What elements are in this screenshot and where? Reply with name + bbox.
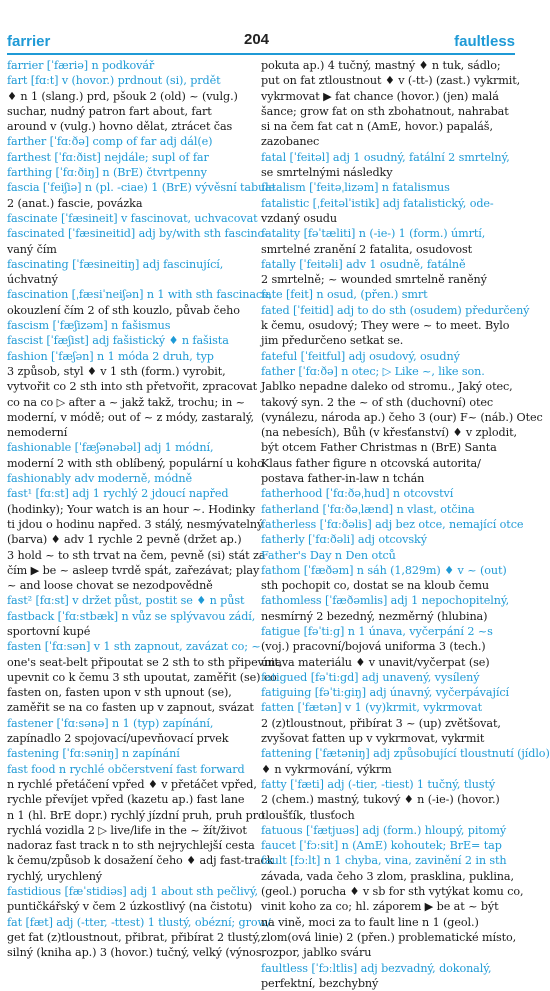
entry-headword-line: fatigued [fəˈtiːgd] adj unavený, vysílený — [261, 670, 480, 684]
right-column — [261, 58, 550, 990]
entry-text-line: (vynálezu, národa ap.) čeho 3 (our) F~ (náb.) Otec — [261, 410, 543, 424]
entry-text-line: Klaus father figure n otcovská autorita/ — [261, 456, 481, 470]
entry-text-line: 2 smrtelně; ~ wounded smrtelně raněný — [261, 273, 487, 287]
entry-text-line: co na co ▷ after a ~ jakž takž, trochu; in ~ — [7, 395, 245, 409]
entry-text-line: ♦ n 1 (slang.) prd, pšouk 2 (old) ~ (vulg.) — [7, 89, 238, 103]
entry-headword-line: fathom [ˈfæðəm] n sáh (1,829m) ♦ v ~ (out) — [261, 563, 507, 577]
entry-text-line: 2 (chem.) mastný, tukový ♦ n (-ie-) (hovor.) — [261, 793, 500, 807]
running-head-last: faultless — [454, 33, 515, 50]
entry-text-line: rozpor, jablko sváru — [261, 946, 372, 960]
entry-headword-line: fast² [fɑːst] v držet půst, postit se ♦ n půst — [7, 594, 245, 608]
entry-text-line: (hodinky); Your watch is an hour ~. Hodinky — [7, 502, 256, 516]
entry-text-line: zapínadlo 2 spojovací/upevňovací prvek — [7, 732, 229, 746]
entry-text-line: vykrmovat ▶ fat chance (hovor.) (jen) malá — [261, 89, 499, 103]
entry-text-line: nadoraz fast track n to sth nejrychlejší cesta — [7, 839, 255, 853]
entry-text-line: tloušťík, tlusťoch — [261, 808, 355, 822]
entry-text-line: upevnit co k čemu 3 sth upoutat, zaměřit (se) co — [7, 670, 277, 684]
entry-text-line: ~ and loose chovat se nezodpovědně — [7, 579, 213, 593]
entry-text-line: únava materiálu ♦ v unavit/vyčerpat (se) — [261, 655, 490, 669]
entry-text-line: n 1 (hl. BrE dopr.) rychlý jízdní pruh, pruh pro — [7, 808, 265, 822]
entry-headword-line: fault [fɔːlt] n 1 chyba, vina, zavinění 2 in sth — [261, 854, 507, 868]
entry-headword-line: fatally [ˈfeitəli] adv 1 osudně, fatálně — [261, 257, 466, 271]
entry-text-line: ti jdou o hodinu napřed. 3 stálý, nesmývatelný — [7, 517, 264, 531]
entry-text-line: zazobanec — [261, 135, 320, 149]
entry-text-line: šance; grow fat on sth zbohatnout, nahrabat — [261, 104, 509, 118]
entry-text-line: úchvatný — [7, 273, 58, 287]
entry-headword-line: faultless [ˈfɔːltlis] adj bezvadný, dokonalý, — [261, 961, 492, 975]
entry-headword-line: fatalism [ˈfeitəˌlizəm] n fatalismus — [261, 181, 450, 195]
entry-text-line: rychlá vozidla 2 ▷ live/life in the ~ žít/život — [7, 823, 247, 837]
entry-text-line: silný (kniha ap.) 3 (hovor.) tučný, velký (výnos, — [7, 946, 265, 960]
entry-text-line: one's seat-belt připoutat se 2 sth to sth připevnit, — [7, 655, 283, 669]
entry-headword-line: fatherhood [ˈfɑːðəˌhud] n otcovství — [261, 487, 454, 501]
entry-text-line: fasten on, fasten upon v sth upnout (se), — [7, 686, 232, 700]
entry-headword-line: farthest [ˈfɑːðist] nejdále; supl of far — [7, 150, 209, 164]
entry-text-line: zaměřit se na co fasten up v zapnout, svázat — [7, 701, 254, 715]
entry-headword-line: fastidious [fæˈstidiəs] adj 1 about sth pečlivý, — [7, 885, 259, 899]
entry-text-line: jim předurčeno setkat se. — [261, 334, 404, 348]
entry-text-line: moderní 2 with sth oblíbený, populární u koho — [7, 456, 264, 470]
entry-text-line: závada, vada čeho 3 zlom, prasklina, puklina, — [261, 869, 514, 883]
entry-text-line: k čemu/způsob k dosažení čeho ♦ adj fast-track — [7, 854, 274, 868]
entry-headword-line: farther [ˈfɑːðə] comp of far adj dál(e) — [7, 135, 213, 149]
entry-headword-line: fascinated [ˈfæsineitid] adj by/with sth fascino- — [7, 227, 268, 241]
entry-text-line: (barva) ♦ adv 1 rychle 2 pevně (držet ap.) — [7, 533, 242, 547]
page-number: 204 — [244, 31, 270, 48]
entry-headword-line: fastener [ˈfɑːsənə] n 1 (typ) zapínání, — [7, 716, 214, 730]
entry-headword-line: fatherland [ˈfɑːðəˌlænd] n vlast, otčina — [261, 502, 475, 516]
entry-text-line: okouzlení čím 2 of sth kouzlo, půvab čeho — [7, 303, 240, 317]
header-rule — [7, 53, 515, 55]
entry-text-line: 2 (z)tloustnout, přibírat 3 ~ (up) zvětšovat, — [261, 716, 501, 730]
entry-text-line: put on fat ztloustnout ♦ v (-tt-) (zast.) vykrmit, — [261, 74, 521, 88]
entry-text-line: (na nebesích), Bůh (v křesťanství) ♦ v zplodit, — [261, 426, 517, 440]
entry-text-line: n rychlé přetáčení vpřed ♦ v přetáčet vpřed, — [7, 777, 257, 791]
entry-headword-line: fast food n rychlé občerstvení fast forward — [7, 762, 245, 776]
entry-text-line: ♦ n vykrmování, výkrm — [261, 762, 392, 776]
entry-headword-line: fast¹ [fɑːst] adj 1 rychlý 2 jdoucí napřed — [7, 487, 229, 501]
entry-headword-line: fated [ˈfeitid] adj to do sth (osudem) předurčený — [261, 303, 530, 317]
entry-text-line: Jablko nepadne daleko od stromu., Jaký otec, — [261, 380, 513, 394]
entry-headword-line: fasten [ˈfɑːsən] v 1 sth zapnout, zavázat co; ~ — [7, 640, 261, 654]
entry-headword-line: fascination [ˌfæsiˈneiʃən] n 1 with sth fascinace, — [7, 288, 273, 302]
entry-headword-line: fastback [ˈfɑːstbæk] n vůz se splývavou zádí, — [7, 609, 256, 623]
entry-headword-line: fatality [fəˈtæliti] n (-ie-) 1 (form.) úmrtí, — [261, 227, 486, 241]
entry-text-line: rychle převíjet vpřed (kazetu ap.) fast lane — [7, 793, 245, 807]
entry-headword-line: fatuous [ˈfætjuəs] adj (form.) hloupý, pitomý — [261, 823, 507, 837]
entry-text-line: 2 (anat.) fascie, povázka — [7, 196, 143, 210]
entry-text-line: k čemu, osudový; They were ~ to meet. Bylo — [261, 319, 510, 333]
entry-headword-line: fatal [ˈfeitəl] adj 1 osudný, fatální 2 smrtelný, — [261, 150, 510, 164]
entry-headword-line: fascism [ˈfæʃizəm] n fašismus — [7, 319, 171, 333]
entry-headword-line: farrier [ˈfæriə] n podkovář — [7, 59, 155, 72]
entry-headword-line: fashionably adv moderně, módně — [7, 472, 193, 486]
entry-text-line: moderní, v módě; out of ~ z módy, zastaralý, — [7, 410, 255, 424]
entry-headword-line: fatherly [ˈfɑːðəli] adj otcovský — [261, 533, 427, 547]
entry-headword-line: fatiguing [fəˈtiːgiŋ] adj únavný, vyčerpávající — [261, 686, 509, 700]
entry-text-line: (geol.) porucha ♦ v sb for sth vytýkat komu co, — [261, 885, 524, 899]
entry-headword-line: father [ˈfɑːðə] n otec; ▷ Like ~, like son. — [261, 364, 485, 378]
entry-headword-line: fate [feit] n osud, (přen.) smrt — [261, 288, 428, 302]
entry-text-line: get fat (z)tloustnout, přibrat, přibírat 2 tlustý, — [7, 930, 261, 944]
entry-headword-line: fascist [ˈfæʃist] adj fašistický ♦ n fašista — [7, 334, 229, 348]
entry-headword-line: fatherless [ˈfɑːðəlis] adj bez otce, nemající otce — [261, 517, 524, 531]
entry-headword-line: fashion [ˈfæʃən] n 1 móda 2 druh, typ — [7, 349, 214, 363]
page-header — [0, 0, 522, 56]
running-head-first: farrier — [7, 33, 51, 50]
entry-headword-line: fascia [ˈfeiʃiə] n (pl. -ciae) 1 (BrE) vývěsní tabule — [7, 181, 276, 195]
entry-headword-line: fashionable [ˈfæʃənəbəl] adj 1 módní, — [7, 441, 214, 455]
entry-headword-line: fatigue [fəˈtiːg] n 1 únava, vyčerpání 2 ~s — [261, 624, 493, 638]
entry-text-line: si na čem fat cat n (AmE, hovor.) papaláš, — [261, 120, 493, 134]
entry-text-line: vzdaný osudu — [261, 211, 337, 225]
entry-text-line: vytvořit co 2 sth into sth přetvořit, zpracovat — [7, 380, 258, 394]
entry-text-line: sportovní kupé — [7, 624, 91, 638]
entry-headword-line: fathomless [ˈfæðəmlis] adj 1 nepochopitelný, — [261, 594, 510, 608]
entry-text-line: vaný čím — [7, 242, 57, 256]
entry-text-line: rychlý, urychlený — [7, 869, 103, 883]
entry-headword-line: fascinating [ˈfæsineitiŋ] adj fascinující, — [7, 257, 224, 271]
entry-headword-line: fatty [ˈfæti] adj (-tier, -tiest) 1 tučný, tlustý — [261, 777, 496, 791]
entry-text-line: zlom(ová linie) 2 (přen.) problematické místo, — [261, 930, 517, 944]
entry-text-line: perfektní, bezchybný — [261, 976, 379, 990]
entry-text-line: postava father-in-law n tchán — [261, 472, 425, 486]
entry-text-line: pokuta ap.) 4 tučný, mastný ♦ n tuk, sádlo; — [261, 59, 501, 72]
entry-text-line: se smrtelnými následky — [261, 166, 393, 180]
entry-text-line: být otcem Father Christmas n (BrE) Santa — [261, 441, 497, 455]
entry-text-line: takový syn. 2 the ~ of sth (duchovní) otec — [261, 395, 494, 409]
entry-headword-line: fatten [ˈfætən] v 1 (vy)krmit, vykrmovat — [261, 701, 482, 715]
entry-text-line: puntičkářský v čem 2 úzkostlivý (na čistotu) — [7, 900, 253, 914]
entry-text-line: around v (vulg.) hovno dělat, ztrácet čas — [7, 120, 233, 134]
entry-text-line: (voj.) pracovní/bojová uniforma 3 (tech.) — [261, 640, 486, 654]
entry-headword-line: farthing [ˈfɑːðiŋ] n (BrE) čtvrtpenny — [7, 166, 207, 180]
entry-headword-line: fateful [ˈfeitful] adj osudový, osudný — [261, 349, 460, 363]
entry-headword-line: faucet [ˈfɔːsit] n (AmE) kohoutek; BrE= tap — [261, 839, 502, 853]
entry-text-line: vinit koho za co; hl. záporem ▶ be at ~ být — [261, 900, 499, 914]
entry-text-line: 3 hold ~ to sth trvat na čem, pevně (si) stát za — [7, 548, 266, 562]
entry-text-line: čím ▶ be ~ asleep tvrdě spát, zařezávat; play — [7, 563, 260, 577]
entry-headword-line: fart [fɑːt] v (hovor.) prdnout (si), prdět — [7, 74, 221, 88]
entry-headword-line: fattening [ˈfætəniŋ] adj způsobující tloustnutí (jídlo) — [261, 747, 550, 761]
entry-text-line: zvyšovat fatten up v vykrmovat, vykrmit — [261, 732, 485, 746]
entry-headword-line: Father's Day n Den otců — [261, 548, 396, 562]
entry-text-line: suchar, nudný patron fart about, fart — [7, 104, 212, 118]
entry-headword-line: fascinate [ˈfæsineit] v fascinovat, uchvacovat — [7, 211, 258, 225]
entry-text-line: 3 způsob, styl ♦ v 1 sth (form.) vyrobit, — [7, 364, 226, 378]
entry-headword-line: fatalistic [ˌfeitəlˈistik] adj fatalistický, ode- — [261, 196, 494, 210]
entry-text-line: nesmírný 2 bezedný, nezměrný (hlubina) — [261, 609, 488, 623]
entry-text-line: smrtelné zranění 2 fatalita, osudovost — [261, 242, 473, 256]
entry-headword-line: fat [fæt] adj (-tter, -ttest) 1 tlustý, obézní; grow/ — [7, 915, 271, 929]
entry-text-line: nemoderní — [7, 426, 68, 440]
entry-text-line: na vině, moci za to fault line n 1 (geol.) — [261, 915, 479, 929]
left-column — [7, 58, 283, 960]
entry-headword-line: fastening [ˈfɑːsəniŋ] n zapínání — [7, 747, 180, 761]
entry-text-line: sth pochopit co, dostat se na kloub čemu — [261, 579, 489, 593]
